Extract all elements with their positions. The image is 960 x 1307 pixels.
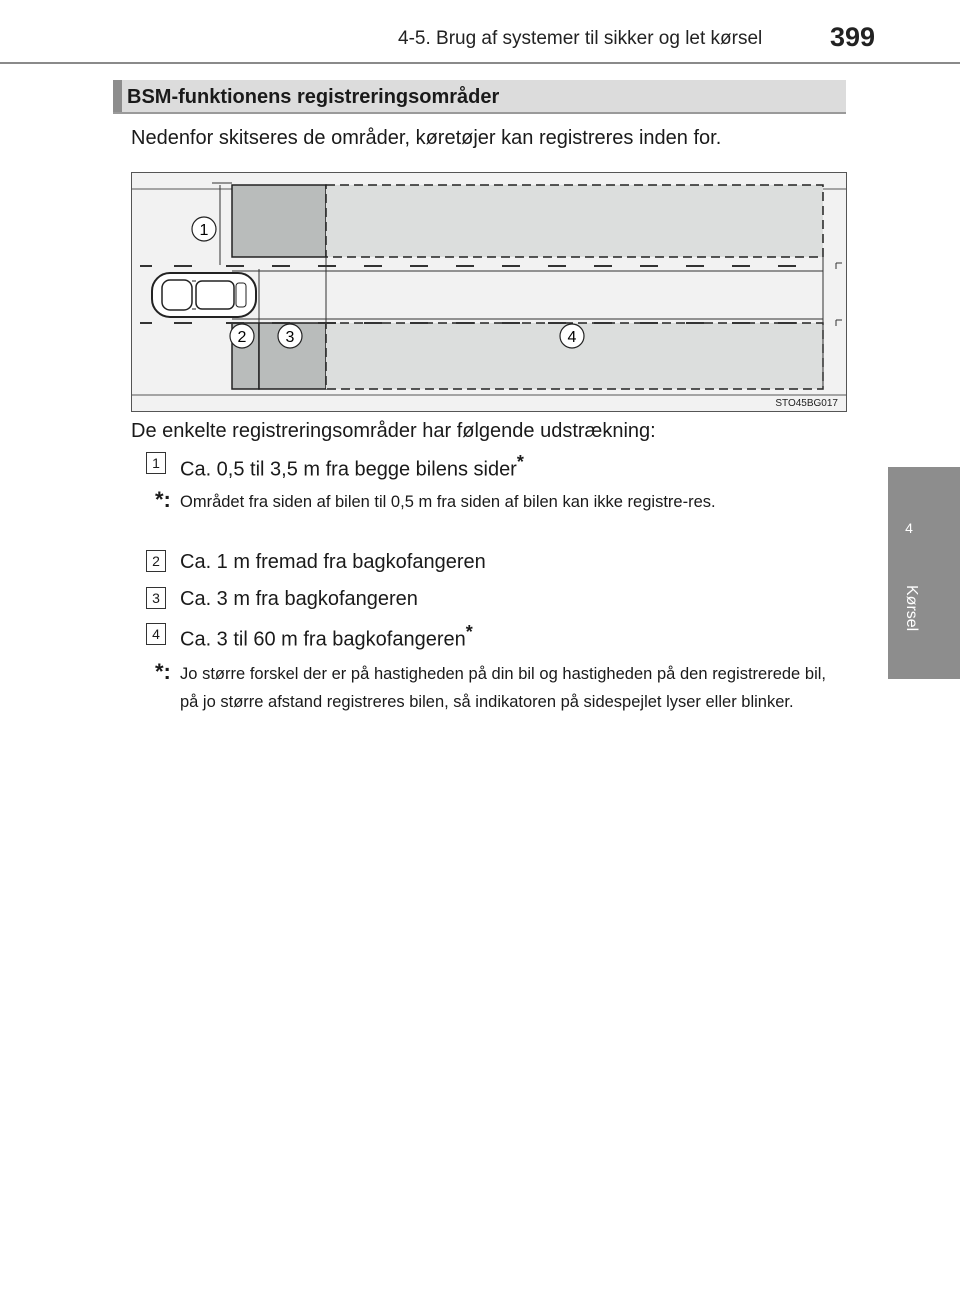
list-lead-text: De enkelte registreringsområder har følgende udstrækning: [131, 420, 656, 442]
item-4-number: 4 [146, 623, 166, 645]
item-3-number: 3 [146, 587, 166, 609]
zone-1-far [326, 185, 823, 257]
diagram-code: STO45BG017 [775, 398, 838, 409]
detection-area-diagram [131, 172, 847, 412]
zone-1-near [232, 185, 326, 257]
detection-area-illustration [132, 173, 846, 411]
note-1-mark: *: [155, 487, 171, 512]
marker-4: 4 [567, 329, 577, 346]
car-icon [152, 273, 256, 317]
running-header: 4-5. Brug af systemer til sikker og let kørsel [398, 28, 763, 49]
item-1-footnote-mark: * [516, 452, 524, 472]
item-2-text: Ca. 1 m fremad fra bagkofangeren [180, 551, 486, 573]
item-1-text [180, 452, 524, 482]
page-number: 399 [830, 22, 876, 52]
note-1-text: Området fra siden af bilen til 0,5 m fra siden af bilen kan ikke registre-res. [180, 493, 716, 511]
item-4-label: Ca. 3 til 60 m fra bagkofangeren [180, 628, 466, 651]
header-divider [0, 62, 960, 64]
item-3-text: Ca. 3 m fra bagkofangeren [180, 588, 418, 610]
section-heading-bar [113, 80, 846, 114]
note-2-mark: *: [155, 659, 171, 684]
item-2-number: 2 [146, 550, 166, 572]
marker-1: 1 [199, 222, 209, 239]
marker-2: 2 [237, 329, 247, 346]
edge-ticks [836, 263, 842, 326]
item-1-number: 1 [146, 452, 166, 474]
item-4-text [180, 622, 473, 652]
section-heading: BSM-funktionens registreringsområder [127, 86, 500, 108]
chapter-tab-label: Kørsel [903, 585, 920, 632]
chapter-tab-number: 4 [905, 520, 913, 536]
item-1-label: Ca. 0,5 til 3,5 m fra begge bilens sider [180, 458, 517, 481]
item-4-footnote-mark: * [465, 622, 473, 642]
note-2-text: Jo større forskel der er på hastigheden på din bil og hastigheden på den registrerede bil, på jo større afstand registreres bilen, så indikatoren på sidespejlet lyser eller blinker. [180, 665, 826, 711]
intro-text: Nedenfor skitseres de områder, køretøjer kan registreres inden for. [131, 127, 722, 149]
chapter-tab [888, 467, 960, 679]
section-heading-accent [113, 80, 122, 112]
marker-3: 3 [285, 329, 295, 346]
